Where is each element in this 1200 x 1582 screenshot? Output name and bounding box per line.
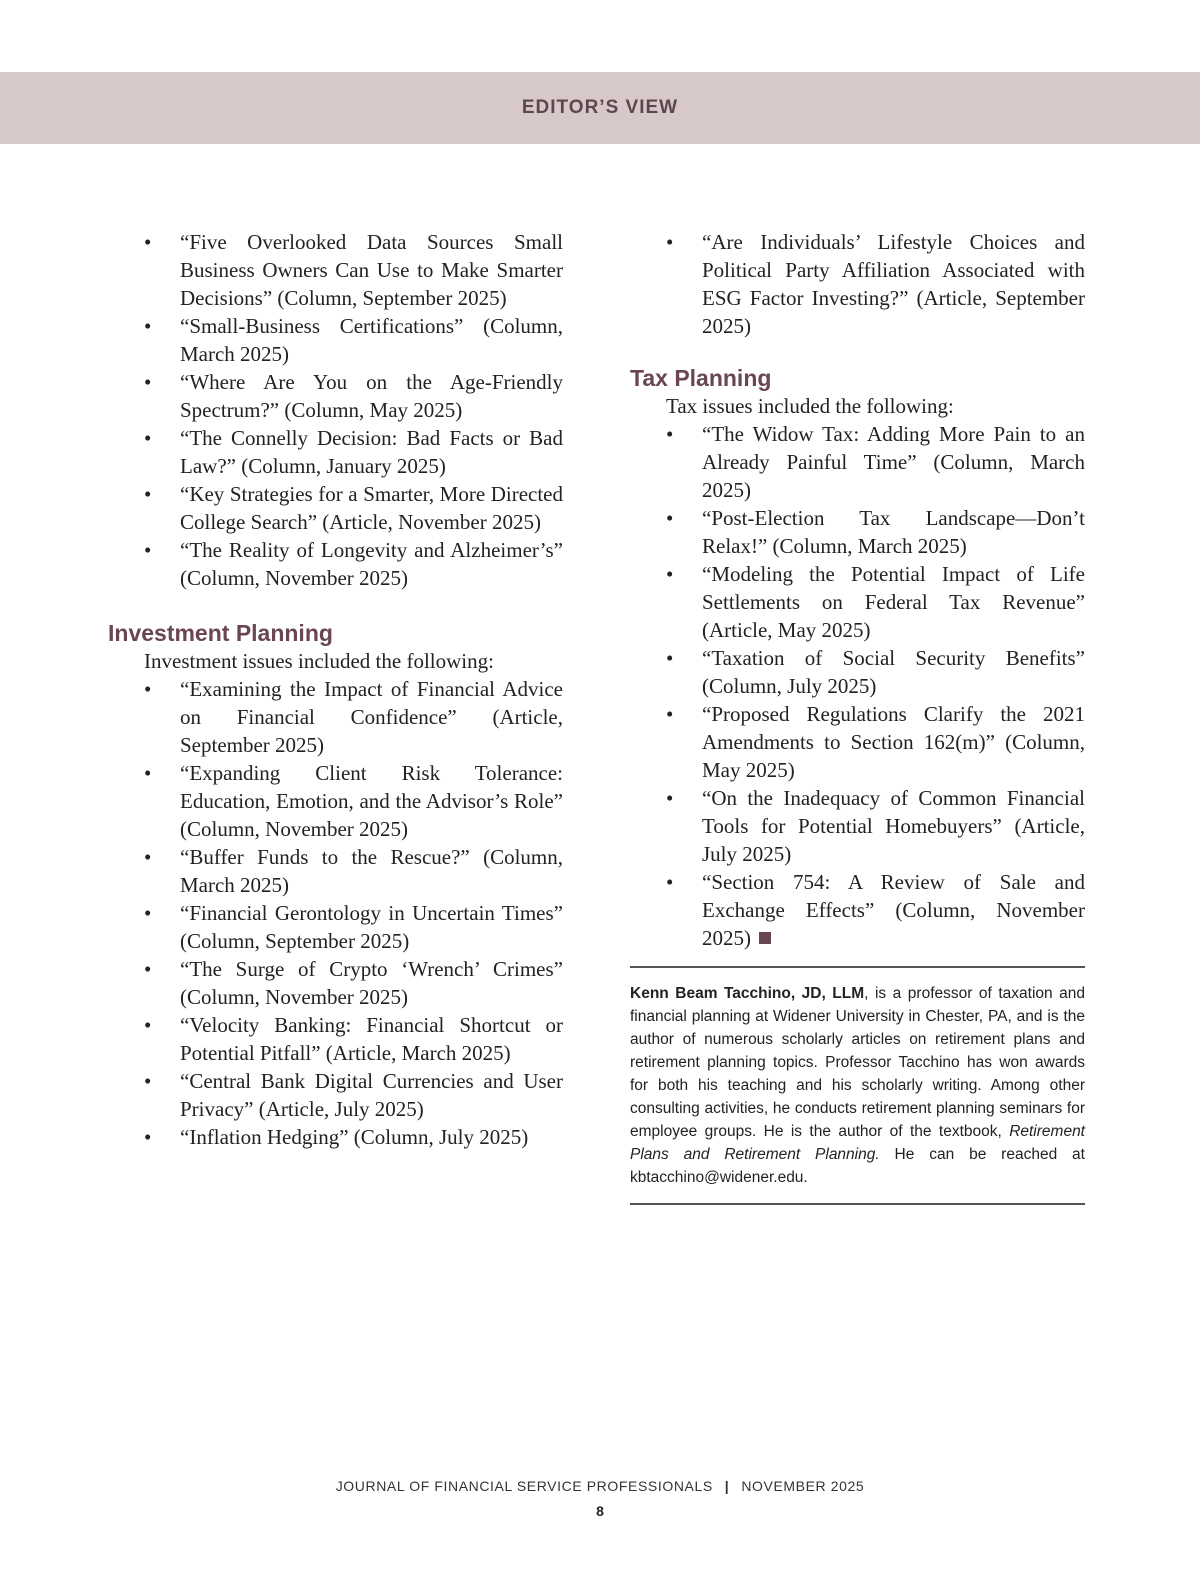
- list-item: • “Central Bank Digital Currencies and User Privacy” (Article, July 2025): [108, 1067, 563, 1123]
- page-number: 8: [596, 1503, 604, 1519]
- list-item: • “The Widow Tax: Adding More Pain to an Already Painful Time” (Column, March 2025): [630, 420, 1085, 504]
- list-item: • “Taxation of Social Security Benefits” (Column, July 2025): [630, 644, 1085, 700]
- list-item: • “Buffer Funds to the Rescue?” (Column, March 2025): [108, 843, 563, 899]
- issue-date: NOVEMBER 2025: [741, 1478, 865, 1494]
- author-bio-text: , is a professor of taxation and financial planning at Widener University in Chester, PA, and is the author of numerous scholarly articles on retirement plans and retirement planning topics. Professor Tacchino has won awards for both his teaching and his scholarly writing. Among other consulting activities, he conducts retirement planning seminars for employee groups. He is the author of the textbook,: [630, 985, 1085, 1140]
- list-item-text: “Section 754: A Review of Sale and Exchange Effects” (Column, November 2025): [702, 870, 1085, 950]
- list-item: • “Where Are You on the Age-Friendly Spectrum?” (Column, May 2025): [108, 368, 563, 424]
- footer-separator: |: [724, 1478, 730, 1494]
- list-item: • “Examining the Impact of Financial Advice on Financial Confidence” (Article, September 2025): [108, 675, 563, 759]
- list-item: • “Post-Election Tax Landscape—Don’t Relax!” (Column, March 2025): [630, 504, 1085, 560]
- list-item: • “Key Strategies for a Smarter, More Directed College Search” (Article, November 2025): [108, 480, 563, 536]
- list-item: • “Proposed Regulations Clarify the 2021 Amendments to Section 162(m)” (Column, May 2025): [630, 700, 1085, 784]
- investment-intro: Investment issues included the following:: [144, 649, 494, 673]
- tax-list: [630, 420, 1085, 952]
- author-name: Kenn Beam Tacchino, JD, LLM: [630, 985, 865, 1002]
- author-bio: [630, 966, 1085, 1205]
- section-title: EDITOR’S VIEW: [521, 97, 679, 118]
- list-item: • “Inflation Hedging” (Column, July 2025): [108, 1123, 563, 1151]
- list-item: • “Velocity Banking: Financial Shortcut or Potential Pitfall” (Article, March 2025): [108, 1011, 563, 1067]
- list-item: • “The Connelly Decision: Bad Facts or Bad Law?” (Column, January 2025): [108, 424, 563, 480]
- right-column: [630, 228, 1085, 1205]
- section-header-band: [0, 72, 1200, 144]
- investment-list: [108, 675, 563, 1151]
- list-item: • “The Surge of Crypto ‘Wrench’ Crimes” (Column, November 2025): [108, 955, 563, 1011]
- left-column: [108, 228, 563, 1151]
- author-bio-contact: He can be reached at kbtacchino@widener.edu.: [630, 1146, 1085, 1186]
- end-of-article-icon: [759, 932, 771, 944]
- list-item: [630, 868, 1085, 952]
- page-footer: [0, 1478, 1200, 1494]
- tax-planning-heading: Tax Planning: [630, 365, 772, 391]
- continued-list-right: [630, 228, 1085, 340]
- continued-list-left: [108, 228, 563, 592]
- list-item: • “Financial Gerontology in Uncertain Times” (Column, September 2025): [108, 899, 563, 955]
- list-item: • “Are Individuals’ Lifestyle Choices and Political Party Affiliation Associated with ESG Factor Investing?” (Article, September 2025): [630, 228, 1085, 340]
- list-item: • “Small-Business Certifications” (Column, March 2025): [108, 312, 563, 368]
- tax-intro: Tax issues included the following:: [666, 394, 954, 418]
- book-title: Retirement Plans and Retirement Planning.: [630, 1123, 1085, 1163]
- investment-planning-heading: Investment Planning: [108, 620, 333, 646]
- list-item: • “The Reality of Longevity and Alzheimer’s” (Column, November 2025): [108, 536, 563, 592]
- list-item: • “On the Inadequacy of Common Financial Tools for Potential Homebuyers” (Article, July 2025): [630, 784, 1085, 868]
- list-item: • “Modeling the Potential Impact of Life Settlements on Federal Tax Revenue” (Article, May 2025): [630, 560, 1085, 644]
- journal-name: JOURNAL OF FINANCIAL SERVICE PROFESSIONALS: [335, 1478, 713, 1494]
- list-item: • “Five Overlooked Data Sources Small Business Owners Can Use to Make Smarter Decisions” (Column, September 2025): [108, 228, 563, 312]
- list-item: • “Expanding Client Risk Tolerance: Education, Emotion, and the Advisor’s Role” (Column, November 2025): [108, 759, 563, 843]
